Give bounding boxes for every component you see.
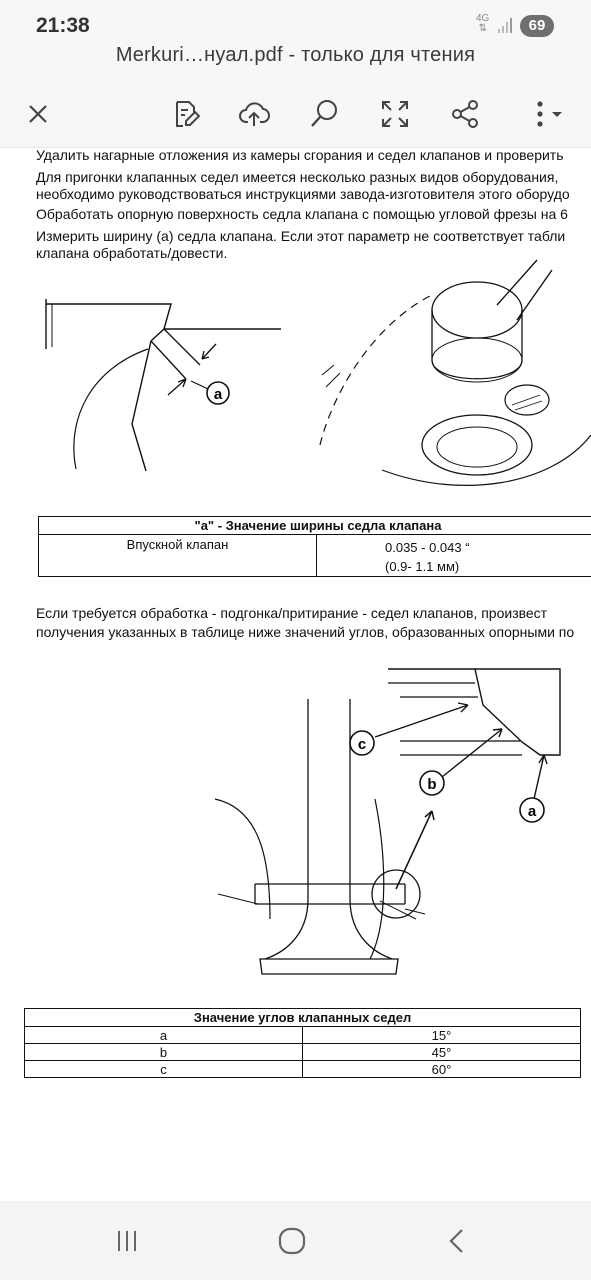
page-text-line: Удалить нагарные отложения из камеры сгорания и седел клапанов и проверить bbox=[36, 149, 564, 163]
share-button[interactable] bbox=[445, 94, 485, 134]
edit-button[interactable] bbox=[165, 94, 205, 134]
page-text-line: Если требуется обработка - подгонка/притирание - седел клапанов, произвест bbox=[36, 605, 548, 621]
table-cell: Впускной клапан bbox=[39, 535, 317, 577]
fullscreen-button[interactable] bbox=[375, 94, 415, 134]
status-bar bbox=[0, 0, 591, 44]
network-type: 4G bbox=[476, 13, 490, 24]
upload-button[interactable] bbox=[234, 94, 274, 134]
table-cell: 60° bbox=[303, 1061, 581, 1078]
recent-apps-button[interactable] bbox=[105, 1219, 149, 1263]
expand-icon bbox=[379, 98, 411, 130]
label-a: a bbox=[213, 386, 223, 403]
edit-document-icon bbox=[169, 98, 201, 130]
share-icon bbox=[449, 98, 481, 130]
table-cell: c bbox=[25, 1061, 303, 1078]
page-text-line: получения указанных в таблице ниже значений углов, образованных опорными по bbox=[36, 624, 575, 640]
signal-icon bbox=[497, 16, 513, 34]
seat-cutter-illustration bbox=[312, 255, 591, 495]
more-options-button[interactable] bbox=[520, 94, 572, 134]
cloud-upload-icon bbox=[238, 98, 270, 130]
document-title: Merkuri…нуал.pdf - только для чтения bbox=[115, 44, 476, 66]
label-c: c bbox=[357, 736, 367, 753]
seat-angles-diagram bbox=[210, 659, 591, 989]
close-icon bbox=[22, 98, 54, 130]
recent-apps-icon bbox=[113, 1227, 141, 1255]
status-time: 21:38 bbox=[36, 14, 90, 37]
seat-angles-table bbox=[24, 1008, 581, 1078]
network-indicator bbox=[476, 14, 489, 34]
page-text-line: Для пригонки клапанных седел имеется несколько разных видов оборудования, bbox=[36, 169, 559, 185]
page-text-line: Обработать опорную поверхность седла клапана с помощью угловой фрезы на 6 bbox=[36, 206, 568, 222]
table-cell: a bbox=[25, 1027, 303, 1044]
pdf-page[interactable] bbox=[0, 149, 591, 1201]
data-arrows-icon: ⇅ bbox=[478, 23, 487, 34]
table-cell: b bbox=[25, 1044, 303, 1061]
table-row bbox=[25, 1044, 581, 1061]
back-icon bbox=[444, 1227, 472, 1255]
home-button[interactable] bbox=[270, 1219, 314, 1263]
back-button[interactable] bbox=[436, 1219, 480, 1263]
navigation-bar bbox=[0, 1201, 591, 1280]
page-text-line: Измерить ширину (а) седла клапана. Если этот параметр не соответствует табли bbox=[36, 228, 566, 244]
table-value: (0.9- 1.1 мм) bbox=[385, 559, 460, 574]
table-title: Значение углов клапанных седел bbox=[25, 1009, 581, 1027]
search-icon bbox=[308, 98, 340, 130]
label-a: a bbox=[527, 803, 537, 820]
battery-badge: 69 bbox=[520, 15, 554, 37]
search-button[interactable] bbox=[304, 94, 344, 134]
valve-seat-width-diagram bbox=[36, 299, 286, 479]
page-text-line: необходимо руководствоваться инструкциями завода-изготовителя этого оборудо bbox=[36, 186, 570, 202]
toolbar bbox=[0, 80, 591, 148]
title-bar bbox=[0, 44, 591, 80]
home-icon bbox=[277, 1226, 307, 1256]
table-row bbox=[25, 1061, 581, 1078]
table-cell: 15° bbox=[303, 1027, 581, 1044]
seat-width-table bbox=[38, 516, 591, 577]
table-cell: 45° bbox=[303, 1044, 581, 1061]
table-title: "а" - Значение ширины седла клапана bbox=[39, 517, 591, 535]
label-b: b bbox=[427, 776, 437, 793]
table-value: 0.035 - 0.043 “ bbox=[385, 540, 470, 555]
close-button[interactable] bbox=[18, 94, 58, 134]
table-cell bbox=[317, 535, 591, 577]
page-text-line: клапана обработать/довести. bbox=[36, 245, 228, 261]
table-row bbox=[25, 1027, 581, 1044]
more-vertical-icon bbox=[524, 98, 568, 130]
